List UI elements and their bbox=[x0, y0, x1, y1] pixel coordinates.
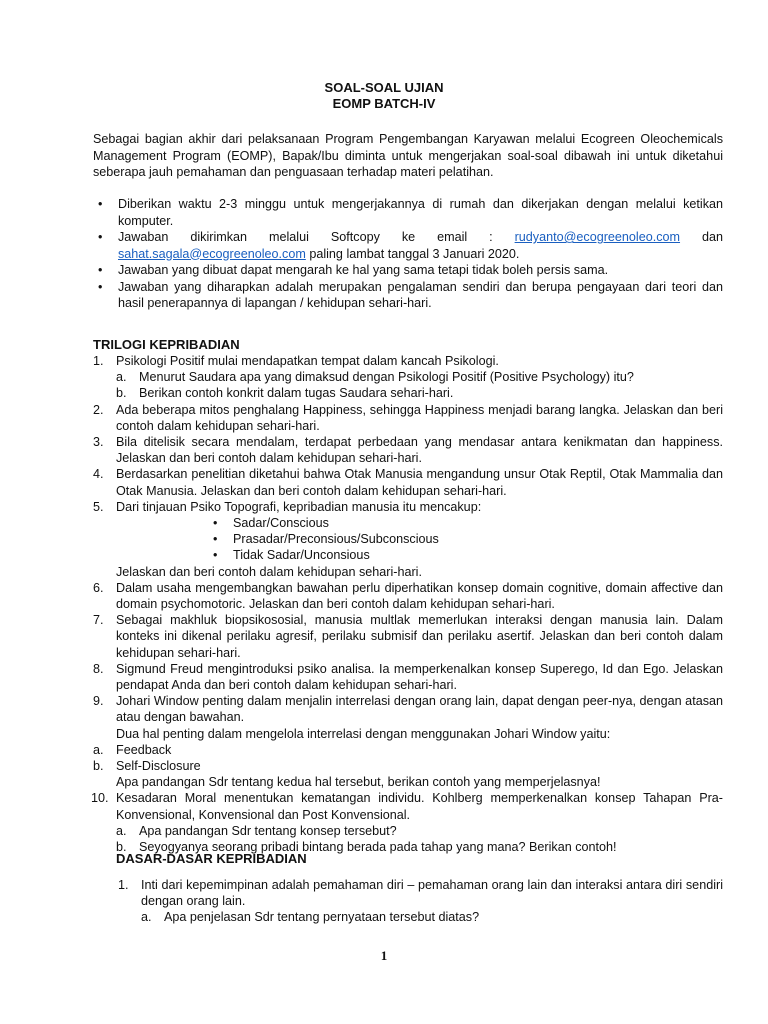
question-number: 6. bbox=[93, 580, 104, 595]
sub-question bbox=[116, 385, 723, 401]
bullet-icon: • bbox=[98, 263, 103, 277]
sub-question bbox=[116, 823, 723, 839]
sub-question bbox=[93, 742, 723, 758]
question-text: Dua hal penting dalam mengelola interrelasi dengan menggunakan Johari Window yaitu: bbox=[116, 726, 611, 741]
sub-question-text: Apa pandangan Sdr tentang konsep tersebut? bbox=[139, 823, 397, 838]
intro-paragraph: Sebagai bagian akhir dari pelaksanaan Program Pengembangan Karyawan melalui Ecogreen Oleochemicals Management Program (EOMP), Bapak/Ibu diminta untuk mengerjakan soal-soal dibawah ini untuk diketahui seberapa jauh pemahaman dan penguasaan terhadap materi pelatihan. bbox=[93, 132, 723, 179]
question-number: 10. bbox=[91, 791, 109, 806]
bullet-icon: • bbox=[213, 548, 218, 563]
instruction-text: Diberikan waktu 2-3 minggu untuk mengerjakannya di rumah dan dikerjakan dengan melalui ketikan komputer. bbox=[118, 197, 723, 228]
bullet-icon: • bbox=[213, 532, 218, 547]
bullet-icon: • bbox=[98, 197, 103, 211]
question-text: Berdasarkan penelitian diketahui bahwa Otak Manusia mengandung unsur Otak Reptil, Otak Mammalia dan Otak Manusia. Jelaskan dan beri contoh dalam kehidupan sehari-hari. bbox=[116, 467, 723, 498]
sub-bullet-text: Sadar/Conscious bbox=[233, 516, 329, 531]
sub-bullet-text: Tidak Sadar/Unconsious bbox=[233, 548, 370, 563]
question-text: Ada beberapa mitos penghalang Happiness, sehingga Happiness menjadi barang langka. Jelaskan dan beri contoh dalam kehidupan sehari-hari. bbox=[116, 402, 723, 433]
bullet-icon: • bbox=[98, 279, 103, 294]
question-text: Sigmund Freud mengintroduksi psiko analisa. Ia memperkenalkan konsep Superego, Id dan Ego. Jelaskan pendapat Anda dan beri contoh dalam kehidupan sehari-hari. bbox=[116, 661, 723, 693]
sub-question-letter: b. bbox=[93, 759, 104, 774]
instruction-text: dan bbox=[680, 230, 724, 244]
sub-question bbox=[93, 758, 723, 774]
sub-question-text: Menurut Saudara apa yang dimaksud dengan Psikologi Positif (Positive Psychology) itu? bbox=[139, 370, 634, 385]
sub-bullet bbox=[116, 515, 723, 531]
question-item bbox=[93, 580, 723, 612]
question-number: 9. bbox=[93, 694, 104, 709]
question-text: Johari Window penting dalam menjalin interrelasi dengan orang lain, dapat dengan peer-nya, dengan atasan atau dengan bawahan. bbox=[116, 694, 723, 725]
question-text: Psikologi Positif mulai mendapatkan tempat dalam kancah Psikologi. bbox=[116, 354, 499, 368]
instruction-item bbox=[93, 229, 723, 262]
sub-question-letter: b. bbox=[116, 386, 127, 401]
bullet-icon: • bbox=[213, 516, 218, 531]
sub-question-letter: a. bbox=[116, 370, 127, 385]
page-number: 1 bbox=[380, 948, 388, 963]
sub-question-letter: a. bbox=[141, 910, 152, 925]
section-heading-dasar: DASAR-DASAR KEPRIBADIAN bbox=[116, 851, 307, 866]
question-text: Sebagai makhluk biopsikososial, manusia multlak memerlukan interaksi dengan manusia lain. Dalam konteks ini dikenal perilaku agresif, perilaku submisif dan perilaku asertif. Jelaskan dan beri contoh dalam kehidupan sehari-hari. bbox=[116, 613, 723, 660]
question-item bbox=[93, 661, 723, 693]
question-item bbox=[93, 402, 723, 434]
instruction-item bbox=[93, 262, 723, 279]
instruction-item bbox=[93, 279, 723, 312]
bullet-icon: • bbox=[98, 230, 103, 244]
question-number: 2. bbox=[93, 402, 104, 417]
question-text: Inti dari kepemimpinan adalah pemahaman diri – pemahaman orang lain dan interaksi antara diri sendiri dengan orang lain. bbox=[141, 878, 723, 909]
email-link-rudyanto[interactable]: rudyanto@ecogreenoleo.com bbox=[514, 230, 681, 244]
sub-bullet bbox=[116, 547, 723, 563]
question-item bbox=[93, 353, 723, 402]
question-number: 1. bbox=[93, 354, 104, 368]
title-line-2: EOMP BATCH-IV bbox=[332, 96, 436, 111]
sub-question-text: Seyogyanya seorang pribadi bintang berada pada tahap yang mana? Berikan contoh! bbox=[139, 840, 617, 855]
question-item bbox=[93, 499, 723, 580]
sub-question bbox=[141, 909, 723, 925]
question-list-trilogi bbox=[93, 353, 723, 855]
question-text: Apa pandangan Sdr tentang kedua hal tersebut, berikan contoh yang memperjelasnya! bbox=[116, 775, 601, 790]
question-text: Dalam usaha mengembangkan bawahan perlu diperhatikan konsep domain cognitive, domain affective dan domain psychomotoric. Jelaskan dan beri contoh dalam kehidupan sehari-hari. bbox=[116, 580, 723, 612]
question-text: Kesadaran Moral menentukan kematangan individu. Kohlberg memperkenalkan konsep Tahapan Pra-Konvensional, Konvensional dan Post Konvensional. bbox=[116, 791, 723, 822]
sub-bullet-text: Prasadar/Preconsious/Subconscious bbox=[233, 532, 439, 547]
question-list-dasar bbox=[118, 877, 723, 926]
sub-question-text: Self-Disclosure bbox=[116, 759, 201, 774]
question-item bbox=[93, 612, 723, 661]
instruction-text: paling lambat tanggal 3 Januari 2020. bbox=[305, 246, 520, 261]
instruction-text: Jawaban dikirimkan melalui Softcopy ke email : bbox=[118, 230, 515, 244]
sub-question-text: Feedback bbox=[116, 742, 172, 757]
instruction-text: Jawaban yang diharapkan adalah merupakan pengalaman sendiri dan berupa pengayaan dari teori dan hasil penerapannya di lapangan / kehidupan sehari-hari. bbox=[118, 279, 723, 310]
question-number: 3. bbox=[93, 435, 104, 450]
question-item bbox=[93, 466, 723, 498]
sub-question-text: Apa penjelasan Sdr tentang pernyataan tersebut diatas? bbox=[164, 910, 480, 925]
sub-bullet bbox=[116, 531, 723, 547]
title-line-1: SOAL-SOAL UJIAN bbox=[324, 80, 444, 95]
question-text: Bila ditelisik secara mendalam, terdapat perbedaan yang mendasar antara kenikmatan dan happiness. Jelaskan dan beri contoh dalam kehidupan sehari-hari. bbox=[116, 435, 723, 466]
instruction-list bbox=[93, 196, 723, 312]
email-link-sahat[interactable]: sahat.sagala@ecogreenoleo.com bbox=[118, 246, 306, 261]
question-number: 1. bbox=[118, 878, 129, 892]
question-item bbox=[93, 434, 723, 466]
question-number: 5. bbox=[93, 499, 104, 514]
question-item bbox=[93, 693, 723, 790]
question-number: 4. bbox=[93, 467, 104, 482]
question-text: Jelaskan dan beri contoh dalam kehidupan sehari-hari. bbox=[116, 564, 422, 579]
sub-question-letter: a. bbox=[116, 823, 127, 838]
instruction-text: Jawaban yang dibuat dapat mengarah ke hal yang sama tetapi tidak boleh persis sama. bbox=[118, 263, 609, 277]
sub-question-text: Berikan contoh konkrit dalam tugas Saudara sehari-hari. bbox=[139, 386, 454, 401]
document-title bbox=[0, 80, 768, 112]
question-text: Dari tinjauan Psiko Topografi, kepribadian manusia itu mencakup: bbox=[116, 499, 482, 514]
sub-question-letter: b. bbox=[116, 840, 127, 855]
question-number: 8. bbox=[93, 661, 104, 676]
question-number: 7. bbox=[93, 613, 104, 628]
sub-question bbox=[116, 369, 723, 385]
section-heading-trilogi: TRILOGI KEPRIBADIAN bbox=[93, 337, 240, 352]
question-item bbox=[118, 877, 723, 926]
question-item bbox=[93, 790, 723, 855]
instruction-item bbox=[93, 196, 723, 229]
sub-question-letter: a. bbox=[93, 742, 104, 757]
